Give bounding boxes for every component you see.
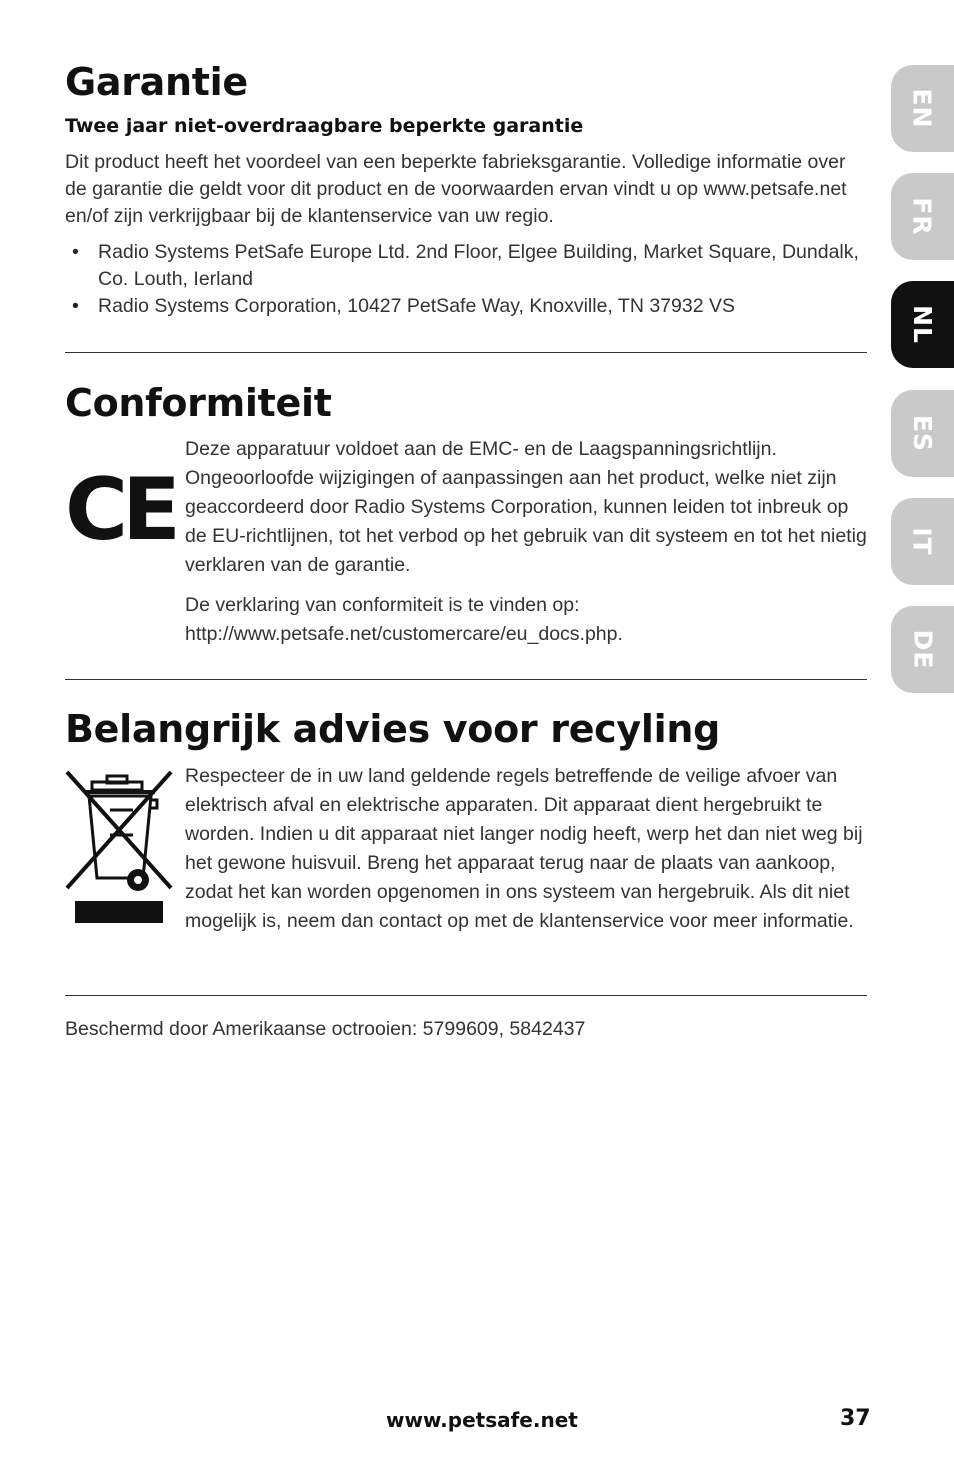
tab-label: DE [908,629,937,670]
tab-es[interactable] [891,390,954,477]
address-list [65,239,867,320]
recycling-title: Belangrijk advies voor recyling [65,707,720,751]
recycling-section [65,707,867,936]
conformity-body: Deze apparatuur voldoet aan de EMC- en de Laagspanningsrichtlijn. Ongeoorloofde wijzigingen of aanpassingen aan het product, welke niet zijn geaccordeerd door Radio Systems Corporation, kunnen leiden tot inbreuk op de EU-richtlijnen, tot het verbod op het gebruik van dit systeem en tot het nietig verklaren van de garantie. [185,438,867,576]
conformity-declaration: De verklaring van conformiteit is te vinden op: [185,594,580,616]
warranty-section [65,60,867,320]
conformity-section [65,381,867,649]
tab-label: EN [907,88,937,129]
tab-de[interactable] [891,606,954,693]
conformity-url: http://www.petsafe.net/customercare/eu_docs.php. [185,623,623,645]
tab-label: ES [908,414,937,453]
list-item: • Radio Systems Corporation, 10427 PetSafe Way, Knoxville, TN 37932 VS [65,293,867,320]
tab-label: FR [907,197,937,236]
patents-note: Beschermd door Amerikaanse octrooien: 5799609, 5842437 [65,1018,586,1040]
warranty-title: Garantie [65,60,248,104]
tab-it[interactable] [891,498,954,585]
divider [65,352,867,353]
warranty-body: Dit product heeft het voordeel van een beperkte fabrieksgarantie. Volledige informatie over de garantie die geldt voor dit product en de voorwaarden ervan vindt u op www.petsafe.net en/of zijn verkrijgbaar bij de klantenservice van uw regio. [65,151,847,227]
page-number: 37 [840,1406,871,1431]
divider [65,679,867,680]
footer-url[interactable]: www.petsafe.net [386,1408,578,1432]
tab-label: IT [907,527,937,556]
divider [65,995,867,996]
tab-nl[interactable] [891,281,954,368]
list-item: • Radio Systems PetSafe Europe Ltd. 2nd Floor, Elgee Building, Market Square, Dundalk, Co. Louth, Ierland [65,239,867,293]
conformity-title: Conformiteit [65,381,332,425]
recycling-body: Respecteer de in uw land geldende regels betreffende de veilige afvoer van elektrisch afval en elektrische apparaten. Dit apparaat dient hergebruikt te worden. Indien u dit apparaat niet langer nodig heeft, werp het dan niet weg bij het gewone huisvuil. Breng het apparaat terug naar de plaats van aankoop, zodat het kan worden opgenomen in ons systeem van hergebruik. Als dit niet mogelijk is, neem dan contact op met de klantenservice voor meer informatie. [185,765,863,932]
warranty-subtitle: Twee jaar niet-overdraagbare beperkte garantie [65,115,584,137]
tab-en[interactable] [891,65,954,152]
tab-label: NL [907,305,937,344]
tab-fr[interactable] [891,173,954,260]
ce-mark-icon: CE [65,460,175,560]
crossed-out-wheelie-bin-icon [65,770,177,930]
